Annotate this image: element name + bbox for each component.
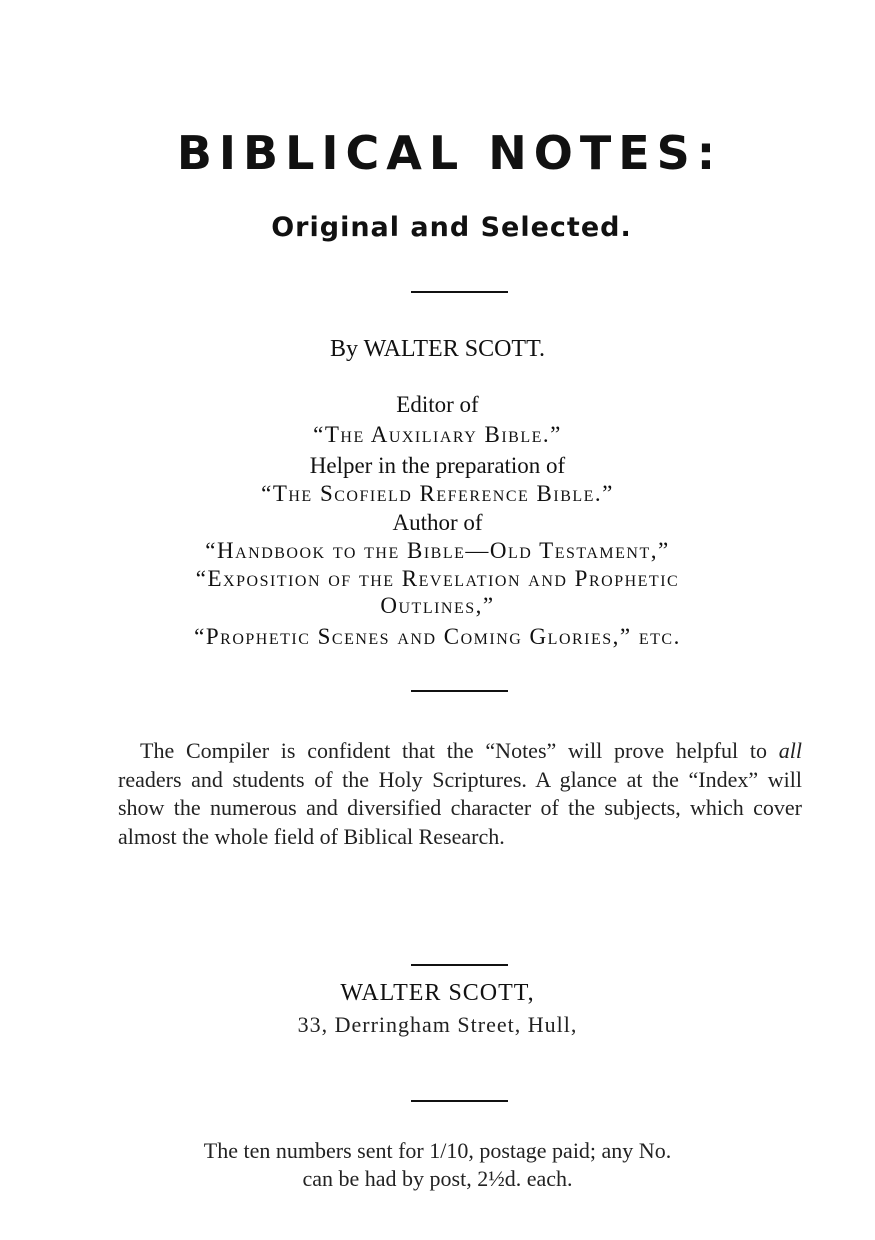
footer-line: The ten numbers sent for 1/10, postage paid; any No. bbox=[203, 1138, 672, 1163]
work-title: “Handbook to the Bible—Old Testament,” bbox=[205, 538, 670, 563]
work-title: “Exposition of the Revelation and Prophetic bbox=[195, 566, 680, 591]
signature-name: WALTER SCOTT, bbox=[340, 980, 535, 1006]
editor-label: Editor of bbox=[396, 392, 479, 417]
footer-line: can be had by post, 2½d. each. bbox=[302, 1166, 573, 1191]
compiler-note: The Compiler is confident that the “Notes” will prove helpful to all readers and students of the Holy Scriptures. A glance at the “Index” will show the numerous and diversified character of the subjects, which cover almost the whole field of Biblical Research. bbox=[118, 738, 802, 849]
author-label: Author of bbox=[392, 510, 483, 535]
signature-address: 33, Derringham Street, Hull, bbox=[297, 1012, 578, 1037]
divider bbox=[411, 291, 508, 293]
work-title: “Prophetic Scenes and Coming Glories,” etc. bbox=[194, 624, 681, 649]
subtitle: Original and Selected. bbox=[271, 212, 632, 243]
divider bbox=[411, 1100, 508, 1102]
editor-work: “The Auxiliary Bible.” bbox=[313, 422, 562, 447]
divider bbox=[411, 690, 508, 692]
work-title: Outlines,” bbox=[380, 593, 495, 618]
helper-label: Helper in the preparation of bbox=[309, 453, 566, 478]
divider bbox=[411, 964, 508, 966]
helper-work: “The Scofield Reference Bible.” bbox=[261, 481, 614, 506]
page-title: BIBLICAL NOTES: bbox=[176, 126, 723, 180]
byline: By WALTER SCOTT. bbox=[330, 336, 545, 362]
